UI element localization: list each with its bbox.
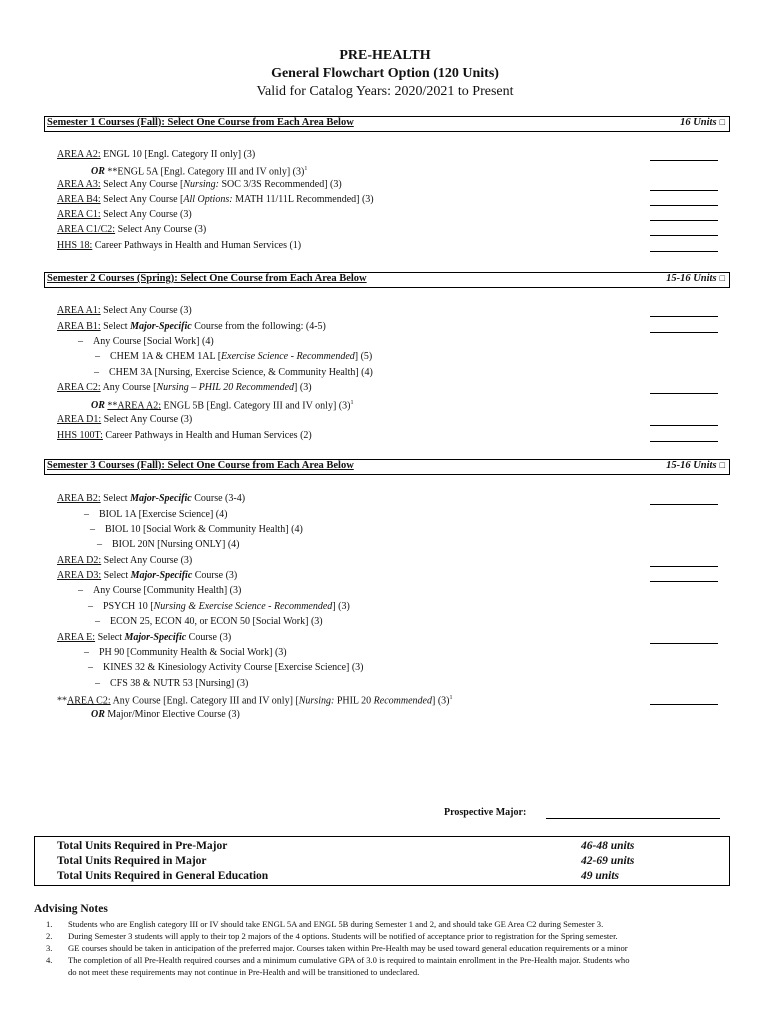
totals-box: [34, 836, 730, 886]
course-line: [57, 178, 342, 191]
course-line: [57, 429, 312, 442]
advising-note: During Semester 3 students will apply to their top 2 majors of the 4 options. Students will be notified of acceptance prior to registration for the Spring semester.: [68, 931, 618, 941]
course-line: [95, 350, 372, 363]
course-line: [78, 335, 214, 348]
course-text: Select: [100, 493, 131, 504]
semester-3-header: [44, 459, 730, 475]
area-label: AREA A2:: [57, 149, 101, 160]
semester-instruction: : Select One Course from Each Area Below: [174, 273, 367, 284]
course-text: Select Any Course (3): [101, 414, 193, 425]
course-text: ] (3): [332, 601, 350, 612]
grade-blank-field[interactable]: [650, 581, 718, 582]
course-line: [78, 584, 241, 597]
course-text: Select Any Course (3): [115, 224, 207, 235]
semester-label: Semester 1 Courses (Fall): [47, 117, 162, 128]
note-number: 3.: [46, 943, 53, 953]
course-line: [57, 492, 245, 505]
prospective-major-field[interactable]: [546, 818, 720, 819]
course-line: [57, 148, 255, 161]
course-text: Career Pathways in Health and Human Services (2): [102, 430, 312, 441]
or-label: OR: [91, 709, 108, 720]
course-text: Select Any Course [: [100, 194, 184, 205]
area-label: AREA C1/C2:: [57, 224, 116, 235]
note-number: 2.: [46, 931, 53, 941]
course-line: [57, 708, 240, 721]
note-number: 4.: [46, 955, 53, 965]
course-line: [57, 569, 237, 582]
course-line: [57, 631, 231, 644]
course-text: Select Any Course [: [100, 179, 184, 190]
or-label: OR: [91, 400, 108, 412]
italic-text: Nursing – PHIL 20 Recommended: [156, 382, 295, 393]
semester-2-header: [44, 272, 730, 288]
semester-label: Semester 3 Courses (Fall): [47, 460, 162, 471]
emphasis-text: Major-Specific: [130, 570, 193, 581]
course-text: Any Course [Social Work] (4): [93, 336, 214, 347]
course-text: KINES 32 & Kinesiology Activity Course [Exercise Science] (3): [103, 662, 364, 673]
prospective-major-label: Prospective Major:: [444, 807, 527, 818]
emphasis-text: Major-Specific: [130, 493, 192, 504]
course-line: [57, 304, 192, 317]
dash-bullet: –: [94, 367, 99, 378]
grade-blank-field[interactable]: [650, 251, 718, 252]
course-text: CHEM 3A [Nursing, Exercise Science, & Community Health] (4): [109, 367, 373, 378]
course-line: [88, 661, 364, 674]
course-text: ] (3): [431, 695, 450, 707]
course-line: [84, 508, 227, 521]
course-line: [57, 320, 326, 333]
course-line: [95, 677, 248, 690]
dash-bullet: –: [95, 616, 100, 627]
dash-bullet: –: [90, 524, 95, 535]
course-text: Select Any Course (3): [101, 555, 193, 566]
course-text: ECON 25, ECON 40, or ECON 50 [Social Work] (3): [110, 616, 323, 627]
area-label: AREA B2:: [57, 493, 101, 504]
area-label: AREA C2:: [57, 382, 101, 393]
semester-units: 16 Units: [680, 117, 717, 128]
course-line: [57, 223, 206, 236]
advising-note-continued: do not meet these requirements may not continue in Pre-Health and will be transitioned to undeclared.: [68, 967, 420, 977]
course-text: SOC 3/3S Recommended] (3): [218, 179, 342, 190]
semester-1-header: [44, 116, 730, 132]
course-text: Course (3): [186, 632, 232, 643]
course-text: ENGL 10 [Engl. Category II only] (3): [100, 149, 256, 160]
course-text: ] (5): [354, 351, 373, 362]
dash-bullet: –: [95, 678, 100, 689]
course-text: BIOL 10 [Social Work & Community Health] (4): [105, 524, 303, 535]
course-text: PH 90 [Community Health & Social Work] (3): [99, 647, 287, 658]
checkbox-icon[interactable]: □: [719, 117, 725, 127]
catalog-years: Valid for Catalog Years: 2020/2021 to Present: [256, 84, 514, 99]
total-label: Total Units Required in Pre-Major: [57, 840, 228, 852]
course-line: [95, 615, 323, 628]
dash-bullet: –: [97, 539, 102, 550]
course-text: Any Course [Community Health] (3): [93, 585, 242, 596]
course-line: [57, 193, 374, 206]
grade-blank-field[interactable]: [650, 332, 718, 333]
course-line: [88, 600, 350, 613]
course-text: PSYCH 10 [: [103, 601, 154, 612]
advising-note: The completion of all Pre-Health required courses and a minimum cumulative GPA of 3.0 is required to maintain enrollment in the Pre-Health major. Students who: [68, 955, 630, 965]
grade-blank-field[interactable]: [650, 425, 718, 426]
grade-blank-field[interactable]: [650, 504, 718, 505]
dash-bullet: –: [78, 585, 83, 596]
course-text: CFS 38 & NUTR 53 [Nursing] (3): [110, 678, 249, 689]
area-label: AREA E:: [57, 632, 96, 643]
area-label: HHS 100T:: [57, 430, 103, 441]
total-label: Total Units Required in General Education: [57, 870, 269, 882]
course-text: **ENGL 5A [Engl. Category III and IV only] (3): [107, 166, 305, 178]
grade-blank-field[interactable]: [650, 160, 718, 161]
semester-units: 15-16 Units: [666, 460, 717, 471]
course-text: Course from the following: (4-5): [191, 321, 326, 332]
course-line: [94, 366, 373, 379]
footnote-marker: 1: [449, 695, 453, 701]
dash-bullet: –: [84, 647, 89, 658]
course-line: [57, 239, 301, 252]
area-label: AREA D1:: [57, 414, 102, 425]
area-label: AREA A3:: [57, 179, 101, 190]
area-label: AREA D3:: [57, 570, 102, 581]
italic-text: Recommended: [373, 695, 432, 707]
grade-blank-field[interactable]: [650, 441, 718, 442]
course-line: [57, 554, 192, 567]
advising-heading: Advising Notes: [34, 903, 108, 915]
prefix: **: [57, 695, 67, 707]
semester-instruction: : Select One Course from Each Area Below: [161, 460, 354, 471]
area-label: AREA A1:: [57, 305, 101, 316]
semester-units: 15-16 Units: [666, 273, 717, 284]
total-value: 49 units: [581, 870, 620, 882]
course-text: Course (3-4): [191, 493, 246, 504]
dash-bullet: –: [88, 662, 93, 673]
course-text: MATH 11/11L Recommended] (3): [232, 194, 374, 205]
course-line: [90, 523, 303, 536]
advising-note: GE courses should be taken in anticipation of the preferred major. Courses taken within Pre-Health may be used toward general education requirements or a minor: [68, 943, 628, 953]
dash-bullet: –: [84, 509, 89, 520]
grade-blank-field[interactable]: [650, 566, 718, 567]
course-line: [97, 538, 240, 551]
grade-blank-field[interactable]: [650, 704, 718, 705]
course-text: Select: [101, 570, 131, 581]
area-label: AREA C2:: [67, 695, 111, 707]
total-value: 46-48 units: [581, 840, 635, 852]
grade-blank-field[interactable]: [650, 643, 718, 644]
area-label: HHS 18:: [57, 240, 93, 251]
course-line: [57, 397, 353, 412]
footnote-marker: 1: [350, 400, 354, 406]
grade-blank-field[interactable]: [650, 393, 718, 394]
area-label: AREA B4:: [57, 194, 101, 205]
area-label: **AREA A2:: [107, 400, 162, 412]
course-line: [57, 413, 192, 426]
course-line: [57, 163, 307, 178]
checkbox-icon[interactable]: □: [719, 460, 725, 470]
course-text: PHIL 20: [334, 695, 374, 707]
course-text: Major/Minor Elective Course (3): [107, 709, 240, 720]
page-subtitle: General Flowchart Option (120 Units): [271, 66, 499, 81]
italic-text: Nursing:: [298, 695, 335, 707]
note-number: 1.: [46, 919, 53, 929]
or-label: OR: [91, 166, 108, 178]
italic-text: Nursing:: [183, 179, 219, 190]
grade-blank-field[interactable]: [650, 205, 718, 206]
course-line: [57, 208, 192, 221]
grade-blank-field[interactable]: [650, 235, 718, 236]
semester-instruction: : Select One Course from Each Area Below: [161, 117, 354, 128]
dash-bullet: –: [95, 351, 100, 362]
course-text: ] (3): [294, 382, 312, 393]
dash-bullet: –: [88, 601, 93, 612]
area-label: AREA C1:: [57, 209, 101, 220]
emphasis-text: Major-Specific: [124, 632, 187, 643]
course-line: [84, 646, 287, 659]
emphasis-text: Major-Specific: [130, 321, 192, 332]
course-text: BIOL 20N [Nursing ONLY] (4): [112, 539, 240, 550]
semester-label: Semester 2 Courses (Spring): [47, 273, 175, 284]
course-text: Any Course [: [100, 382, 157, 393]
area-label: AREA D2:: [57, 555, 102, 566]
course-text: Any Course [Engl. Category III and IV only] [: [110, 695, 299, 707]
advising-note: Students who are English category III or IV should take ENGL 5A and ENGL 5B during Semester 1 and 2, and should take GE Area C2 during Semester 3.: [68, 919, 604, 929]
total-value: 42-69 units: [581, 855, 635, 867]
italic-text: All Options:: [183, 194, 233, 205]
italic-text: Nursing & Exercise Science - Recommended: [153, 601, 333, 612]
course-line: [57, 692, 452, 707]
page-title: PRE-HEALTH: [339, 48, 431, 63]
italic-text: Exercise Science - Recommended: [221, 351, 355, 362]
checkbox-icon[interactable]: □: [719, 273, 725, 283]
total-label: Total Units Required in Major: [57, 855, 207, 867]
course-line: [57, 381, 312, 394]
course-text: Select: [95, 632, 125, 643]
course-text: Career Pathways in Health and Human Services (1): [92, 240, 302, 251]
course-text: Select Any Course (3): [100, 209, 192, 220]
course-text: CHEM 1A & CHEM 1AL [: [110, 351, 222, 362]
course-text: Select: [100, 321, 131, 332]
course-text: Course (3): [192, 570, 238, 581]
grade-blank-field[interactable]: [650, 316, 718, 317]
grade-blank-field[interactable]: [650, 190, 718, 191]
area-label: AREA B1:: [57, 321, 101, 332]
dash-bullet: –: [78, 336, 83, 347]
course-text: Select Any Course (3): [100, 305, 192, 316]
course-text: BIOL 1A [Exercise Science] (4): [99, 509, 228, 520]
course-text: ENGL 5B [Engl. Category III and IV only] (3): [161, 400, 351, 412]
footnote-marker: 1: [304, 166, 308, 172]
grade-blank-field[interactable]: [650, 220, 718, 221]
